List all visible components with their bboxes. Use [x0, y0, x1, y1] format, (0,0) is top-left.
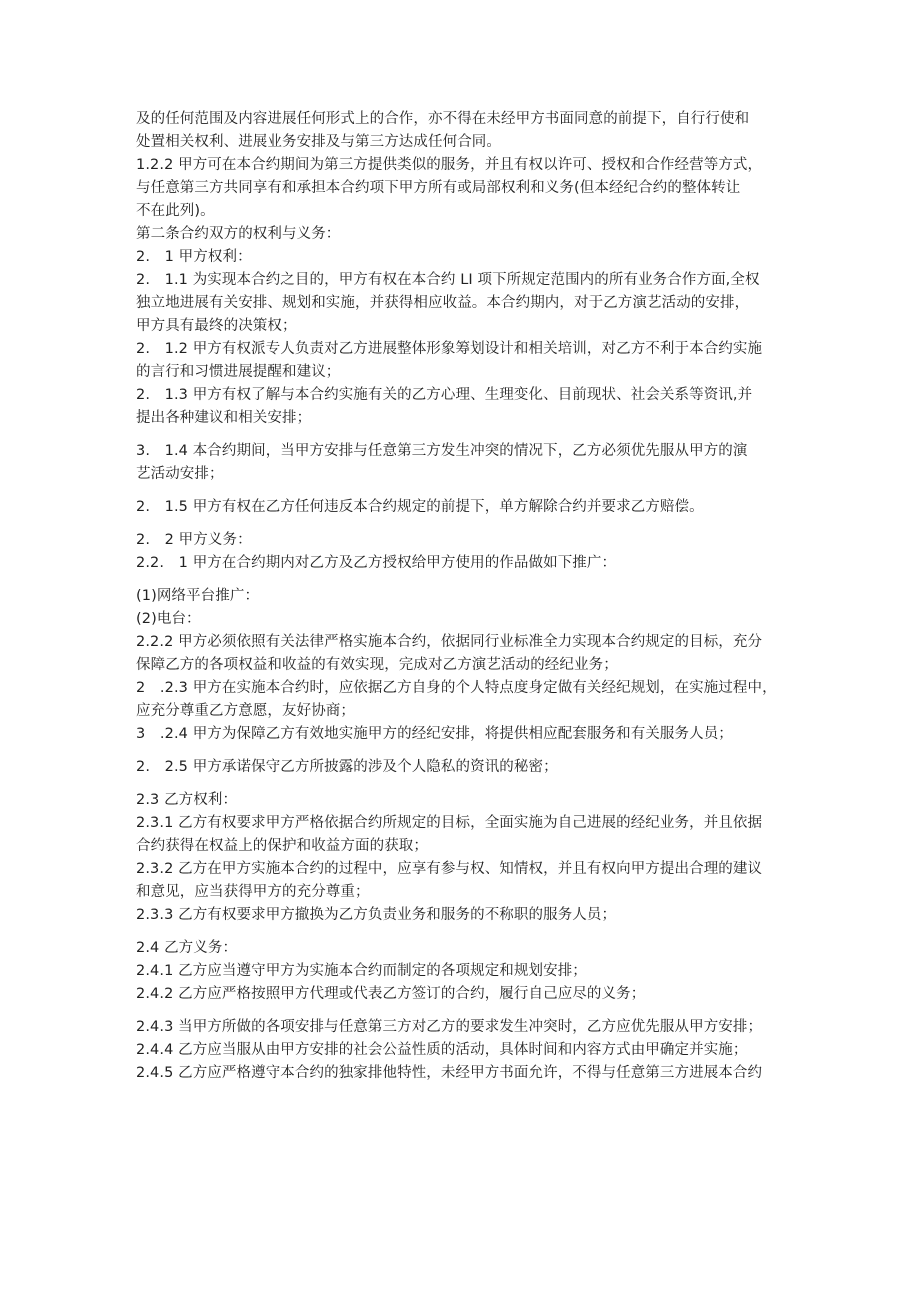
text-line: 2 .2.3 甲方在实施本合约时，应依据乙方自身的个人特点度身定做有关经纪规划，在实施过程中，: [136, 680, 777, 696]
text-line: 和意见，应当获得甲方的充分尊重；: [136, 884, 370, 900]
text-line: 2. 1.1 为实现本合约之目的，甲方有权在本合约 LI 项下所规定范围内的所有业务合作方面,全权: [136, 272, 760, 288]
text-line: 2.3.1 乙方有权要求甲方严格依据合约所规定的目标，全面实施为自己进展的经纪业务，并且依据: [136, 815, 763, 831]
text-line: 2.4.5 乙方应严格遵守本合约的独家排他特性，未经甲方书面允许，不得与任意第三方进展本合约: [136, 1065, 763, 1081]
text-line: 2.4.4 乙方应当服从由甲方安排的社会公益性质的活动，具体时间和内容方式由甲确定并实施；: [136, 1042, 748, 1058]
text-line: 2.4.1 乙方应当遵守甲方为实施本合约而制定的各项规定和规划安排；: [136, 963, 587, 979]
text-line: 2.2.2 甲方必须依照有关法律严格实施本合约，依据同行业标准全力实现本合约规定的目标，充分: [136, 634, 763, 650]
subsection-heading: 2. 2 甲方义务：: [136, 532, 252, 548]
subsection-heading: 2. 1 甲方权利：: [136, 249, 252, 265]
text-line: 艺活动安排；: [136, 466, 224, 482]
text-line: 3 .2.4 甲方为保障乙方有效地实施甲方的经纪安排，将提供相应配套服务和有关服务人员；: [136, 726, 733, 742]
text-line: 2.4.2 乙方应严格按照甲方代理或代表乙方签订的合约，履行自己应尽的义务；: [136, 986, 646, 1002]
text-line: 与任意第三方共同享有和承担本合约项下甲方所有或局部权利和义务(但本经纪合约的整体转让: [136, 180, 741, 196]
text-line: 合约获得在权益上的保护和收益方面的获取；: [136, 838, 428, 854]
text-line: 2.3.3 乙方有权要求甲方撤换为乙方负责业务和服务的不称职的服务人员；: [136, 907, 617, 923]
text-line: 独立地进展有关安排、规划和实施，并获得相应收益。本合约期内，对于乙方演艺活动的安排，: [136, 295, 750, 311]
text-line: 1.2.2 甲方可在本合约期间为第三方提供类似的服务，并且有权以许可、授权和合作经营等方式，: [136, 157, 763, 173]
text-line: 2.2. 1 甲方在合约期内对乙方及乙方授权给甲方使用的作品做如下推广：: [136, 555, 617, 571]
text-line: 不在此列)。: [136, 203, 215, 219]
text-line: 2. 1.3 甲方有权了解与本合约实施有关的乙方心理、生理变化、目前现状、社会关系等资讯,并: [136, 387, 753, 403]
document-page: [136, 108, 788, 1085]
text-line: 2.3.2 乙方在甲方实施本合约的过程中，应享有参与权、知情权，并且有权向甲方提出合理的建议: [136, 861, 763, 877]
text-line: (1)网络平台推广：: [136, 588, 260, 604]
text-line: 提出各种建议和相关安排；: [136, 410, 312, 426]
text-line: 的言行和习惯进展提醒和建议；: [136, 364, 341, 380]
text-line: 应充分尊重乙方意愿，友好协商；: [136, 703, 355, 719]
section-heading: 第二条合约双方的权利与义务：: [136, 226, 341, 242]
subsection-heading: 2.4 乙方义务：: [136, 940, 238, 956]
text-line: (2)电台：: [136, 611, 201, 627]
text-line: 2. 2.5 甲方承诺保守乙方所披露的涉及个人隐私的资讯的秘密；: [136, 759, 558, 775]
text-line: 3. 1.4 本合约期间，当甲方安排与任意第三方发生冲突的情况下，乙方必须优先服从甲方的演: [136, 443, 748, 459]
text-line: 及的任何范围及内容进展任何形式上的合作，亦不得在未经甲方书面同意的前提下，自行行使和: [136, 111, 750, 127]
subsection-heading: 2.3 乙方权利：: [136, 792, 238, 808]
text-line: 甲方具有最终的决策权；: [136, 318, 297, 334]
text-line: 2.4.3 当甲方所做的各项安排与任意第三方对乙方的要求发生冲突时，乙方应优先服从甲方安排；: [136, 1019, 763, 1035]
text-line: 2. 1.5 甲方有权在乙方任何违反本合约规定的前提下，单方解除合约并要求乙方赔偿。: [136, 499, 704, 515]
text-line: 2. 1.2 甲方有权派专人负责对乙方进展整体形象筹划设计和相关培训，对乙方不利于本合约实施: [136, 341, 763, 357]
text-line: 保障乙方的各项权益和收益的有效实现，完成对乙方演艺活动的经纪业务；: [136, 657, 618, 673]
text-line: 处置相关权利、进展业务安排及与第三方达成任何合同。: [136, 134, 501, 150]
